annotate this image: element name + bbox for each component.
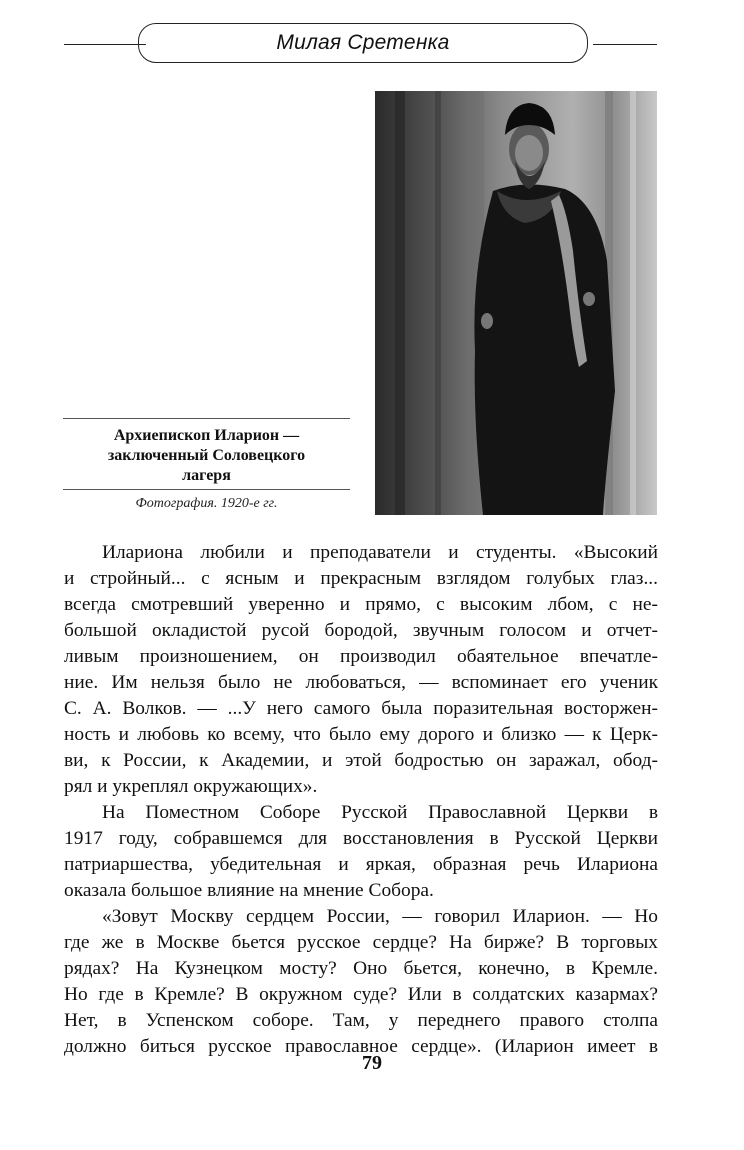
text-line: рядах? На Кузнецком мосту? Оно бьется, конечно, в Кремле. <box>64 958 658 979</box>
text-line: С. А. Волков. — ...У него самого была поразительная восторжен- <box>64 698 658 719</box>
text-line: патриаршества, убедительная и яркая, образная речь Илариона <box>64 854 658 875</box>
text-line: 1917 году, собравшемся для восстановления в Русской Церкви <box>64 828 658 849</box>
text-line: Нет, в Успенском соборе. Там, у переднего правого столпа <box>64 1010 658 1031</box>
caption-line: лагеря <box>182 467 231 484</box>
text-line: ви, к России, к Академии, и этой бодростью он заражал, обод- <box>64 750 658 771</box>
archbishop-photo <box>375 91 657 515</box>
header-rule-left <box>64 44 146 45</box>
text-line: и стройный... с ясным и прекрасным взглядом голубых глаз... <box>64 568 658 589</box>
text-line: На Поместном Соборе Русской Православной Церкви в <box>102 802 658 823</box>
text-line: Илариона любили и преподаватели и студенты. «Высокий <box>102 542 658 563</box>
caption-rule-top <box>63 418 350 419</box>
page-number: 79 <box>362 1052 382 1074</box>
text-line: всегда смотревший уверенно и прямо, с высоким лбом, с не- <box>64 594 658 615</box>
header-rule-right <box>593 44 657 45</box>
text-line: «Зовут Москву сердцем России, — говорил Иларион. — Но <box>102 906 658 927</box>
text-line: ние. Им нельзя было не любоваться, — вспоминает его ученик <box>64 672 658 693</box>
caption-line: Архиепископ Иларион — <box>113 427 300 444</box>
text-line: где же в Москве бьется русское сердце? На бирже? В торговых <box>64 932 658 953</box>
running-header-title: Милая Сретенка <box>276 31 450 54</box>
text-line: рял и укреплял окружающих». <box>64 776 318 797</box>
text-line: ность и любовь ко всему, что было ему дорого и близко — к Церк- <box>64 724 658 745</box>
caption-line: заключенный Соловецкого <box>107 447 306 464</box>
caption-rule-bottom <box>63 489 350 490</box>
text-line: Но где в Кремле? В окружном суде? Или в солдатских казармах? <box>64 984 658 1005</box>
photo-illustration <box>375 91 657 515</box>
text-line: большой окладистой русой бородой, звучным голосом и отчет- <box>64 620 658 641</box>
running-header <box>138 23 588 63</box>
photo-caption <box>63 426 350 486</box>
text-line: оказала большое влияние на мнение Собора. <box>64 880 434 901</box>
text-line: должно биться русское православное сердце». (Иларион имеет в <box>64 1036 658 1057</box>
text-line: ливым произношением, он производил обаятельное впечатле- <box>64 646 658 667</box>
body-text <box>64 540 658 1060</box>
photo-credit: Фотография. 1920-е гг. <box>135 496 278 511</box>
